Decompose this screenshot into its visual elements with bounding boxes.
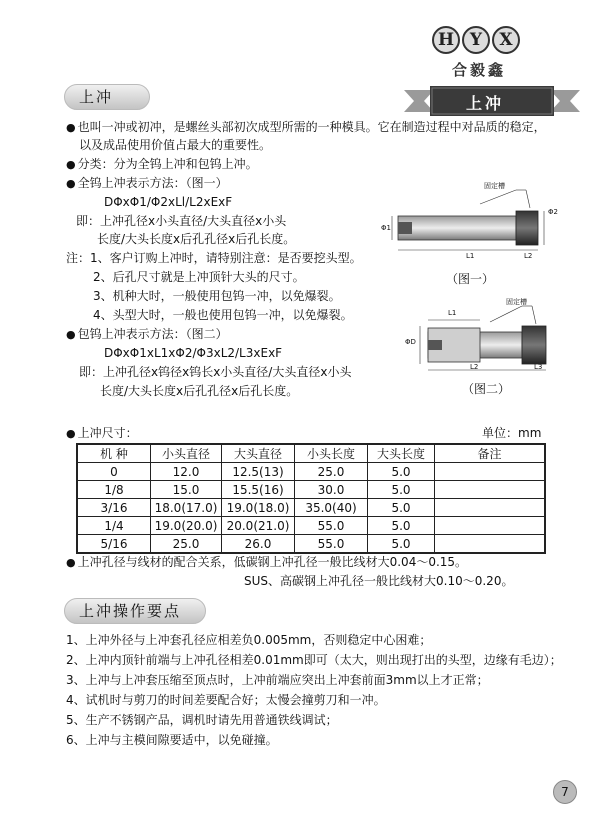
figure-1-label-phi1: Φ1 [381,224,391,232]
logo-letter-y: Y [462,26,490,54]
cell-model: 0 [77,463,151,481]
wrapped-tungsten-formula: DΦxΦ1xL1xΦ2/Φ3xL2/L3xExF [104,346,283,360]
wrapped-tungsten-title-text: 包钨上冲表示方法：（图二） [77,327,228,341]
figure-1-groove-label: 固定槽 [484,182,505,190]
page-number: 7 [553,780,577,804]
header-small-length: 小头长度 [295,444,368,463]
cell-small-length: 35.0(40) [295,499,368,517]
cell-remarks [435,517,546,535]
spec-table [76,443,546,554]
section-title-upper-punch: 上冲 [64,84,150,110]
figure-2-groove-label: 固定槽 [506,298,527,306]
table-title: 上冲尺寸： [77,426,138,440]
full-tungsten-formula: DΦxΦ1/Φ2xLl/L2xExF [104,195,233,209]
table-row [77,535,545,554]
cell-remarks [435,463,546,481]
note-4: 4、头型大时，一般也使用包钨一冲，以免爆裂。 [93,308,353,322]
fit-note-line-2: SUS、高碳钢上冲孔径一般比线材大0.10～0.20。 [244,574,514,588]
cell-small-diameter: 12.0 [151,463,222,481]
figure-1-label-l1: L1 [466,252,475,260]
full-tungsten-title [66,174,228,193]
bullet-icon: ● [66,556,76,569]
cell-small-length: 55.0 [295,517,368,535]
cell-remarks [435,535,546,554]
cell-large-diameter: 20.0(21.0) [222,517,295,535]
cell-large-length: 5.0 [368,517,435,535]
cell-model: 5/16 [77,535,151,554]
full-tungsten-title-text: 全钨上冲表示方法：（图一） [77,176,228,190]
operation-item-6: 6、上冲与主模间隙要适中，以免碰撞。 [66,733,278,747]
header-large-length: 大头长度 [368,444,435,463]
cell-small-length: 30.0 [295,481,368,499]
cell-large-diameter: 12.5(13) [222,463,295,481]
cell-large-length: 5.0 [368,463,435,481]
logo-chinese-name: 合毅鑫 [452,61,507,79]
section-ribbon [404,86,580,116]
wrapped-tungsten-title [66,325,228,344]
classification-line [66,155,258,174]
header-large-diameter: 大头直径 [222,444,295,463]
wrapped-tungsten-desc-1: 即：上冲孔径x钨径x钨长x小头直径/大头直径x小头 [79,365,352,379]
operation-item-5: 5、生产不锈钢产品，调机时请先用普通铁线调试； [66,713,338,727]
fit-note-line-1 [66,553,467,572]
classification-text: 分类：分为全钨上冲和包钨上冲。 [77,157,258,171]
table-header-row [77,444,545,463]
fit-note-text-1: 上冲孔径与线材的配合关系，低碳钢上冲孔径一般比线材大0.04～0.15。 [77,555,468,569]
cell-model: 1/8 [77,481,151,499]
ribbon-label: 上冲 [466,94,505,113]
figure-2-caption: （图二） [462,382,511,396]
cell-small-diameter: 25.0 [151,535,222,554]
company-logo [432,26,524,90]
operation-item-1: 1、上冲外径与上冲套孔径应相差负0.005mm，否则稳定中心困难； [66,633,432,647]
figure-1-label-phi2: Φ2 [548,208,558,216]
intro-text-1: 也叫一冲或初冲，是螺丝头部初次成型所需的一种模具。它在制造过程中对品质的稳定， [77,120,546,134]
note-2: 2、后孔尺寸就是上冲顶针大头的尺寸。 [93,270,305,284]
figure-2-label-l2: L2 [470,363,479,371]
cell-remarks [435,499,546,517]
table-unit: 单位：mm [482,426,542,440]
intro-line-2: 以及成品使用价值占最大的重要性。 [79,138,272,152]
bullet-icon: ● [66,427,76,440]
figure-2-label-phid: ΦD [405,338,416,346]
logo-letter-h: H [432,26,460,54]
cell-small-length: 55.0 [295,535,368,554]
table-row [77,463,545,481]
cell-small-diameter: 15.0 [151,481,222,499]
header-small-diameter: 小头直径 [151,444,222,463]
bullet-icon: ● [66,328,76,341]
figure-1-caption: （图一） [446,272,495,286]
cell-large-diameter: 26.0 [222,535,295,554]
figure-2-label-l3: L3 [534,363,543,371]
figure-1-label-l2: L2 [524,252,533,260]
cell-model: 3/16 [77,499,151,517]
cell-remarks [435,481,546,499]
operation-item-3: 3、上冲与上冲套压缩至顶点时，上冲前端应突出上冲套前面3mm以上才正常； [66,673,489,687]
section-title-operation-points: 上冲操作要点 [64,598,206,624]
logo-letter-x: X [492,26,520,54]
cell-large-diameter: 15.5(16) [222,481,295,499]
cell-model: 1/4 [77,517,151,535]
operation-item-4: 4、试机时与剪刀的时间差要配合好；太慢会撞剪刀和一冲。 [66,693,386,707]
cell-small-diameter: 19.0(20.0) [151,517,222,535]
bullet-icon: ● [66,158,76,171]
table-title-line [66,424,138,443]
table-row [77,481,545,499]
full-tungsten-desc-2: 长度/大头长度x后孔孔径x后孔长度。 [97,232,296,246]
cell-large-length: 5.0 [368,535,435,554]
note-1: 注：1、客户订购上冲时，请特别注意：是否要挖头型。 [66,251,362,265]
cell-small-diameter: 18.0(17.0) [151,499,222,517]
note-3: 3、机种大时，一般使用包钨一冲，以免爆裂。 [93,289,341,303]
wrapped-tungsten-desc-2: 长度/大头长度x后孔孔径x后孔长度。 [100,384,299,398]
cell-large-length: 5.0 [368,481,435,499]
cell-small-length: 25.0 [295,463,368,481]
table-row [77,499,545,517]
figure-2-label-l1: L1 [448,309,457,317]
header-model: 机 种 [77,444,151,463]
intro-line-1 [66,118,546,137]
bullet-icon: ● [66,177,76,190]
full-tungsten-desc-1: 即：上冲孔径x小头直径/大头直径x小头 [76,214,287,228]
operation-item-2: 2、上冲内顶针前端与上冲孔径相差0.01mm即可（太大，则出现打出的头型，边缘有毛边）； [66,653,562,667]
cell-large-diameter: 19.0(18.0) [222,499,295,517]
table-row [77,517,545,535]
header-remarks: 备注 [435,444,546,463]
cell-large-length: 5.0 [368,499,435,517]
bullet-icon: ● [66,121,76,134]
